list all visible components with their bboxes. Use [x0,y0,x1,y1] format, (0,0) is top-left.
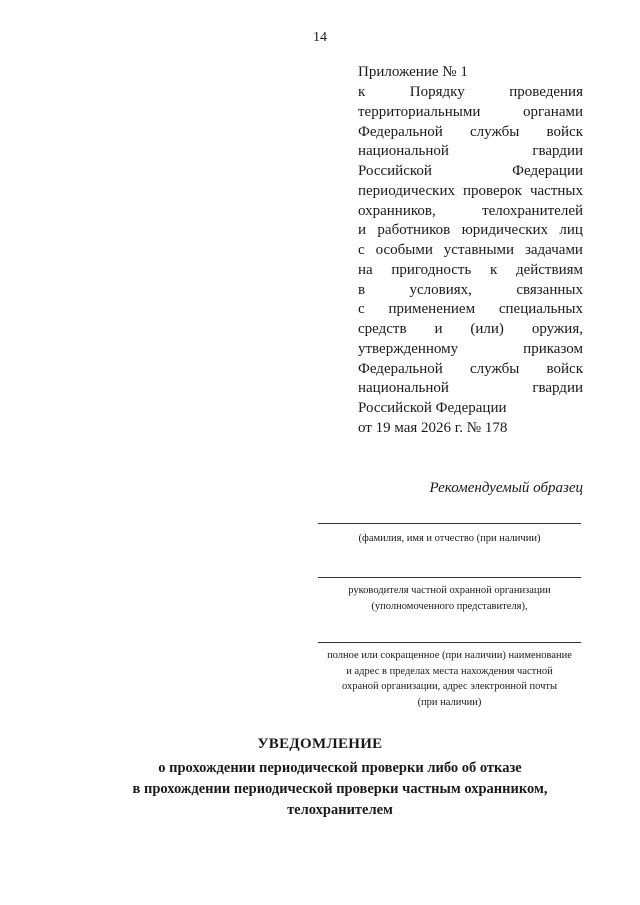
annex-word: связанных [516,281,583,298]
annex-word: и [358,222,367,239]
annex-word: от 19 мая 2026 г. № 178 [358,419,508,436]
annex-title: Приложение № 1 [358,64,468,80]
annex-word: войск [546,360,583,377]
page-number: 14 [313,30,327,45]
annex-word: Российской [358,163,432,179]
annex-word: особыми [375,242,433,258]
annex-line [358,162,583,182]
annex-line [358,123,583,143]
annex-word: Федеральной [358,123,443,140]
annex-word: пригодность [391,261,472,278]
annex-line [358,221,583,241]
annex-word: Федеральной [358,360,443,377]
annex-word: с [358,301,365,318]
annex-word: утвержденному [358,340,459,357]
annex-word: приказом [523,340,583,357]
annex-word: территориальными [358,103,481,120]
organization-signature-line [318,642,581,643]
annex-line [358,419,583,439]
annex-line [358,320,583,340]
annex-word: юридических [461,222,549,239]
annex-line [358,360,583,380]
notice-subtitle-line: о прохождении периодической проверки либо об отказе [158,760,522,776]
annex-word: и [434,321,443,337]
annex-line [358,83,583,103]
annex-word: органами [522,103,583,120]
annex-word: средств [358,321,407,337]
annex-word: уставными [443,242,515,258]
annex-word: Российской Федерации [358,400,507,416]
annex-line [358,202,583,222]
annex-body [358,83,583,439]
annex-line [358,261,583,281]
annex-word: войск [546,123,583,140]
annex-line [358,281,583,301]
annex-word: Федерации [512,163,583,179]
annex-word: национальной [358,143,449,160]
annex-line [358,241,583,261]
recommended-sample-label: Рекомендуемый образец [429,480,583,496]
organization-caption-line: и адрес в пределах места нахождения частной [346,665,553,677]
notice-title: УВЕДОМЛЕНИЕ [257,736,383,752]
annex-line [358,142,583,162]
annex-line [358,379,583,399]
annex-word: условиях, [409,281,472,298]
annex-word: на [358,261,373,278]
annex-word: задачами [524,242,583,258]
annex-word: с [358,242,365,258]
organization-caption-line: (при наличии) [417,696,482,708]
notice-subtitle-line: в прохождении периодической проверки частным охранником, [132,781,548,797]
annex-word: гвардии [532,380,583,397]
annex-word: периодических [358,182,455,199]
organization-caption-line: охраной организации, адрес электронной почты [342,681,557,692]
annex-word: оружия, [531,321,583,337]
notice-subtitle-line: телохранителем [287,802,393,818]
notice-subtitle [0,758,640,821]
name-signature-line [318,523,581,524]
annex-word: к [490,261,498,278]
head-caption [310,583,589,614]
organization-caption-line: полное или сокращенное (при наличии) наименование [327,650,572,661]
annex-word: к [358,84,366,100]
annex-word: в [358,281,366,298]
annex-word: работников [377,222,451,239]
annex-word: Порядку [409,84,465,100]
annex-word: применением [388,301,476,318]
annex-word: проверок [463,182,522,199]
annex-word: (или) [470,321,504,337]
annex-word: охранников, [358,202,436,219]
annex-line [358,103,583,123]
annex-word: действиям [515,261,583,278]
head-caption-line: руководителя частной охранной организации [348,585,551,596]
annex-word: проведения [509,84,583,100]
annex-word: гвардии [532,143,583,160]
annex-word: телохранителей [482,202,583,219]
annex-line [358,182,583,202]
annex-word: лиц [559,222,583,239]
annex-line [358,340,583,360]
annex-word: частных [529,182,583,199]
name-caption: (фамилия, имя и отчество (при наличии) [358,533,541,544]
annex-word: специальных [498,301,583,318]
head-caption-line: (уполномоченного представителя), [371,600,528,612]
head-signature-line [318,577,581,578]
annex-word: службы [470,123,520,140]
annex-line [358,399,583,419]
annex-word: службы [470,360,520,377]
organization-caption [310,648,589,710]
annex-line [358,300,583,320]
annex-word: национальной [358,380,449,397]
